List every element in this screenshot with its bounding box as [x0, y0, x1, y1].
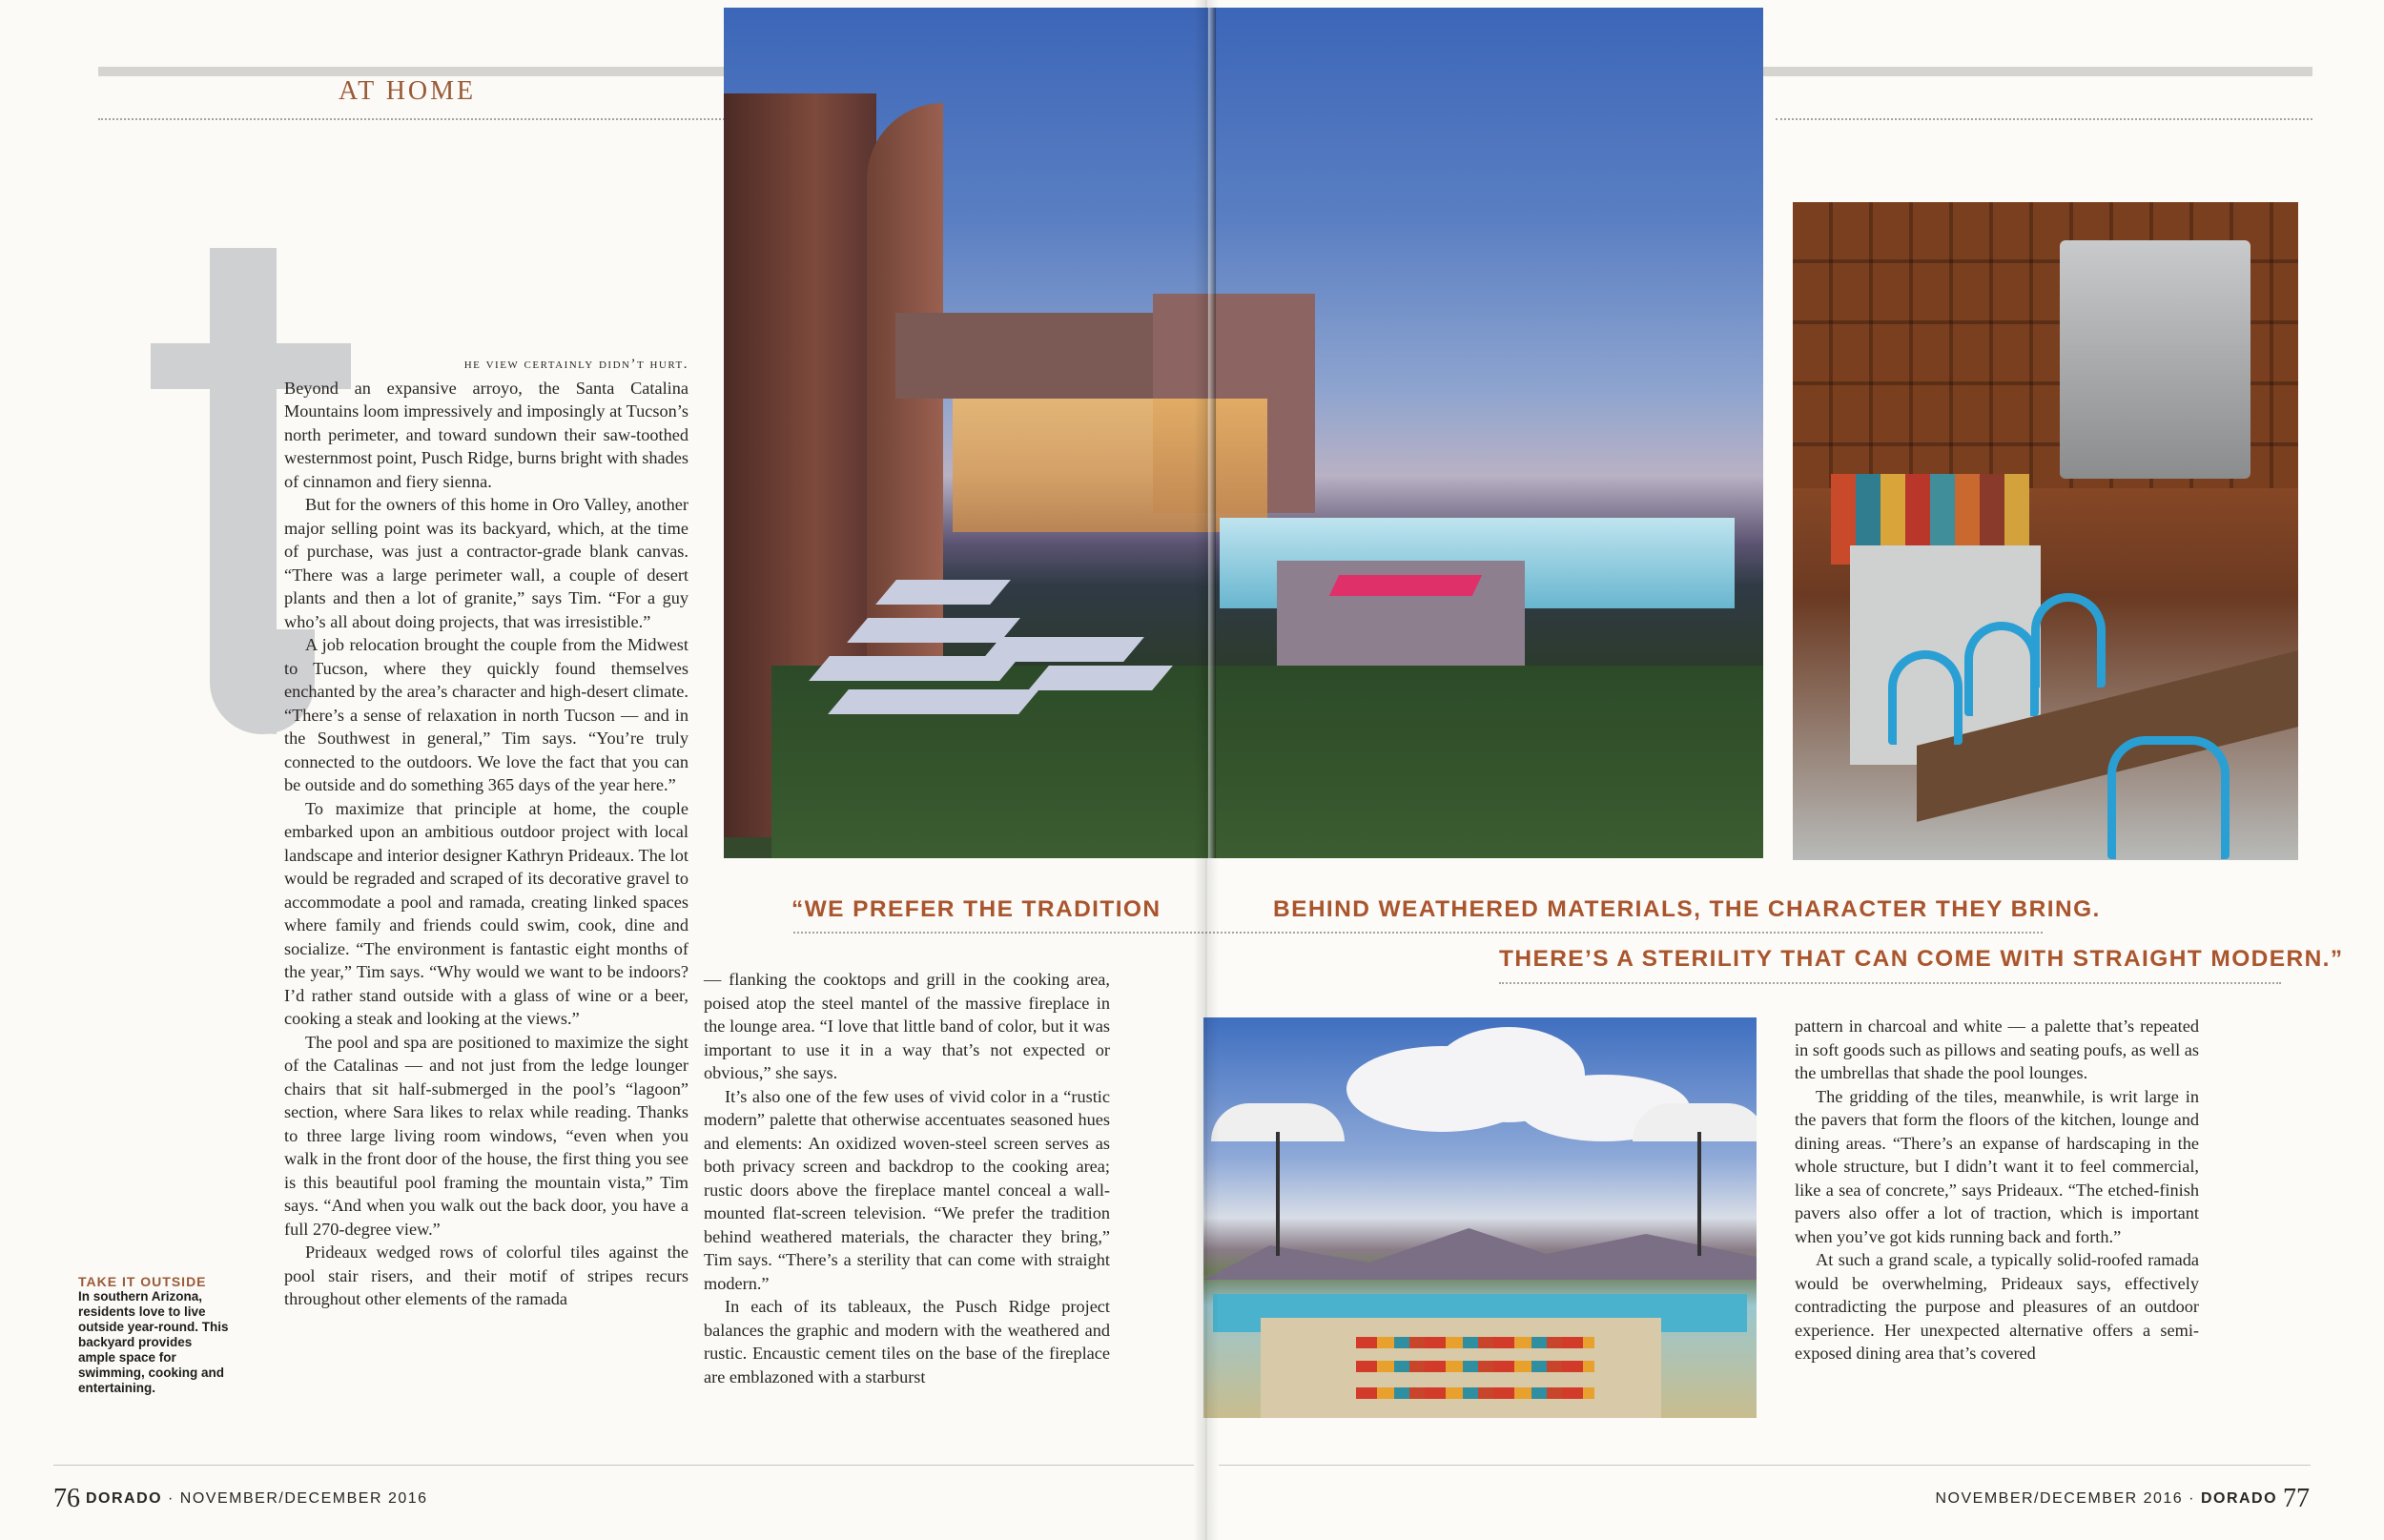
drop-cap-t: [143, 229, 277, 734]
pull-quote-line-1a: “WE PREFER THE TRADITION: [791, 896, 1161, 922]
photo-caption: [78, 1274, 233, 1396]
footer-rule: [53, 1465, 1194, 1466]
article-paragraph: In each of its tableaux, the Pusch Ridge project balances the graphic and modern with the weathered and rustic. Encaustic cement tiles on the base of the fireplace are emblazoned with a starburst: [704, 1297, 1110, 1386]
article-paragraph: Prideaux wedged rows of colorful tiles against the pool stair risers, and their motif of stripes recurs throughout other elements of the ramada: [284, 1242, 688, 1308]
spine-gutter: [1194, 0, 1219, 1540]
folio-left: 76 DORADO · NOVEMBER/DECEMBER 2016: [53, 1484, 428, 1513]
pull-quote-line-2: THERE’S A STERILITY THAT CAN COME WITH STRAIGHT MODERN.”: [1499, 946, 2344, 972]
footer-rule: [1219, 1465, 2311, 1466]
hero-photo-backyard: [724, 8, 1763, 858]
article-paragraph: The pool and spa are positioned to maximize the sight of the Catalinas — and not just from the ledge lounger chairs that sit half-submerged in the pool’s “lagoon” section, where Sara likes to relax while reading. Thanks to three large living room windows, “even when you walk in the front door of the house, the first thing you see is this beautiful pool framing the mountain vista,” Tim says. “And when you walk out the back door, you have a full 270-degree view.”: [284, 1032, 688, 1239]
pool-stairs-photo: [1203, 1017, 1757, 1418]
caption-heading: TAKE IT OUTSIDE: [78, 1274, 207, 1289]
article-paragraph: At such a grand scale, a typically solid-roofed ramada would be overwhelming, Prideaux says, effectively contradicting the purpose and pleasures of an outdoor experience. Her unexpected alternative offers a semi-exposed dining area that’s covered: [1795, 1250, 2199, 1363]
section-label: AT HOME: [339, 76, 477, 106]
page-number: 77: [2283, 1484, 2310, 1513]
magazine-name: DORADO: [2200, 1490, 2278, 1507]
issue-date: NOVEMBER/DECEMBER 2016: [179, 1490, 428, 1507]
pull-quote-line-1b: BEHIND WEATHERED MATERIALS, THE CHARACTER THEY BRING.: [1273, 896, 2101, 922]
article-paragraph: A job relocation brought the couple from the Midwest to Tucson, where they quickly found themselves enchanted by the area’s character and high-desert climate. “There’s a sense of relaxation in north Tucson — and in the Southwest in general,” Tim says. “You’re truly connected to the outdoors. We love the fact that you can be outside and do something 365 days of the year here.”: [284, 635, 688, 794]
pull-quote-rule: [793, 932, 2043, 934]
article-column-3: [1795, 1015, 2199, 1365]
article-paragraph: It’s also one of the few uses of vivid color in a “rustic modern” palette that otherwise accentuates seasoned hues and elements: An oxidized woven-steel screen serves as both privacy screen and backdrop to the cooking area; rustic doors above the fireplace mantel conceal a wall-mounted flat-screen television. “We prefer the tradition behind weathered materials, the character they bring,” Tim says. “There’s a sterility that can come with straight modern.”: [704, 1086, 1110, 1293]
article-paragraph: pattern in charcoal and white — a palette that’s repeated in soft goods such as pillows and seating poufs, as well as the umbrellas that shade the pool lounges.: [1795, 1016, 2199, 1082]
section-rule-right: [1776, 118, 2312, 120]
caption-text: In southern Arizona, residents love to live outside year-round. This backyard provides ample space for swimming, cooking and entertaining.: [78, 1289, 229, 1395]
article-paragraph: To maximize that principle at home, the couple embarked upon an ambitious outdoor project with local landscape and interior designer Kathryn Prideaux. The lot would be regraded and scraped of its decorative gravel to accommodate a pool and ramada, creating linked spaces where family and friends could swim, cook, dine and socialize. “The environment is fantastic eight months of the year,” Tim says. “Why would we want to be indoors? I’d rather stand outside with a glass of wine or a beer, cooking a steak and looking at the views.”: [284, 798, 688, 1028]
page-number: 76: [53, 1484, 80, 1513]
article-paragraph: But for the owners of this home in Oro Valley, another major selling point was its backyard, which, at the time of purchase, was just a contractor-grade blank canvas. “There was a large perimeter wall, a couple of desert plants and then a lot of granite,” says Tim. “For a guy who’s all about doing projects, that was irresistible.”: [284, 495, 688, 631]
article-paragraph: — flanking the cooktops and grill in the cooking area, poised atop the steel mantel of the massive fireplace in the lounge area. “I love that little band of color, but it was important to use it in a way that’s not expected or obvious,” she says.: [704, 970, 1110, 1082]
article-paragraph: The gridding of the tiles, meanwhile, is writ large in the pavers that form the floors of the kitchen, lounge and dining areas. “There’s an expanse of hardscaping in the whole structure, but I didn’t want it to feel commercial, like a sea of concrete,” says Prideaux. “The etched-finish pavers also offer a lot of traction, which is important when you’ve got kids running back and forth.”: [1795, 1086, 2199, 1246]
lead-in: he view certainly didn’t hurt.: [463, 357, 688, 372]
kitchen-photo: [1793, 202, 2298, 860]
issue-date: NOVEMBER/DECEMBER 2016: [1935, 1490, 2184, 1507]
magazine-name: DORADO: [85, 1490, 163, 1507]
section-rule: [98, 118, 732, 120]
pull-quote-rule: [1499, 982, 2281, 984]
article-paragraph: [284, 351, 688, 377]
article-column-2: [704, 968, 1110, 1388]
article-paragraph: Beyond an expansive arroyo, the Santa Catalina Mountains loom impressively and imposingly at Tucson’s north perimeter, and toward sundown their saw-toothed westernmost point, Pusch Ridge, burns bright with shades of cinnamon and fiery sienna.: [284, 378, 688, 491]
article-column-1: [284, 351, 688, 1311]
folio-right: NOVEMBER/DECEMBER 2016 · DORADO 77: [1935, 1484, 2310, 1513]
